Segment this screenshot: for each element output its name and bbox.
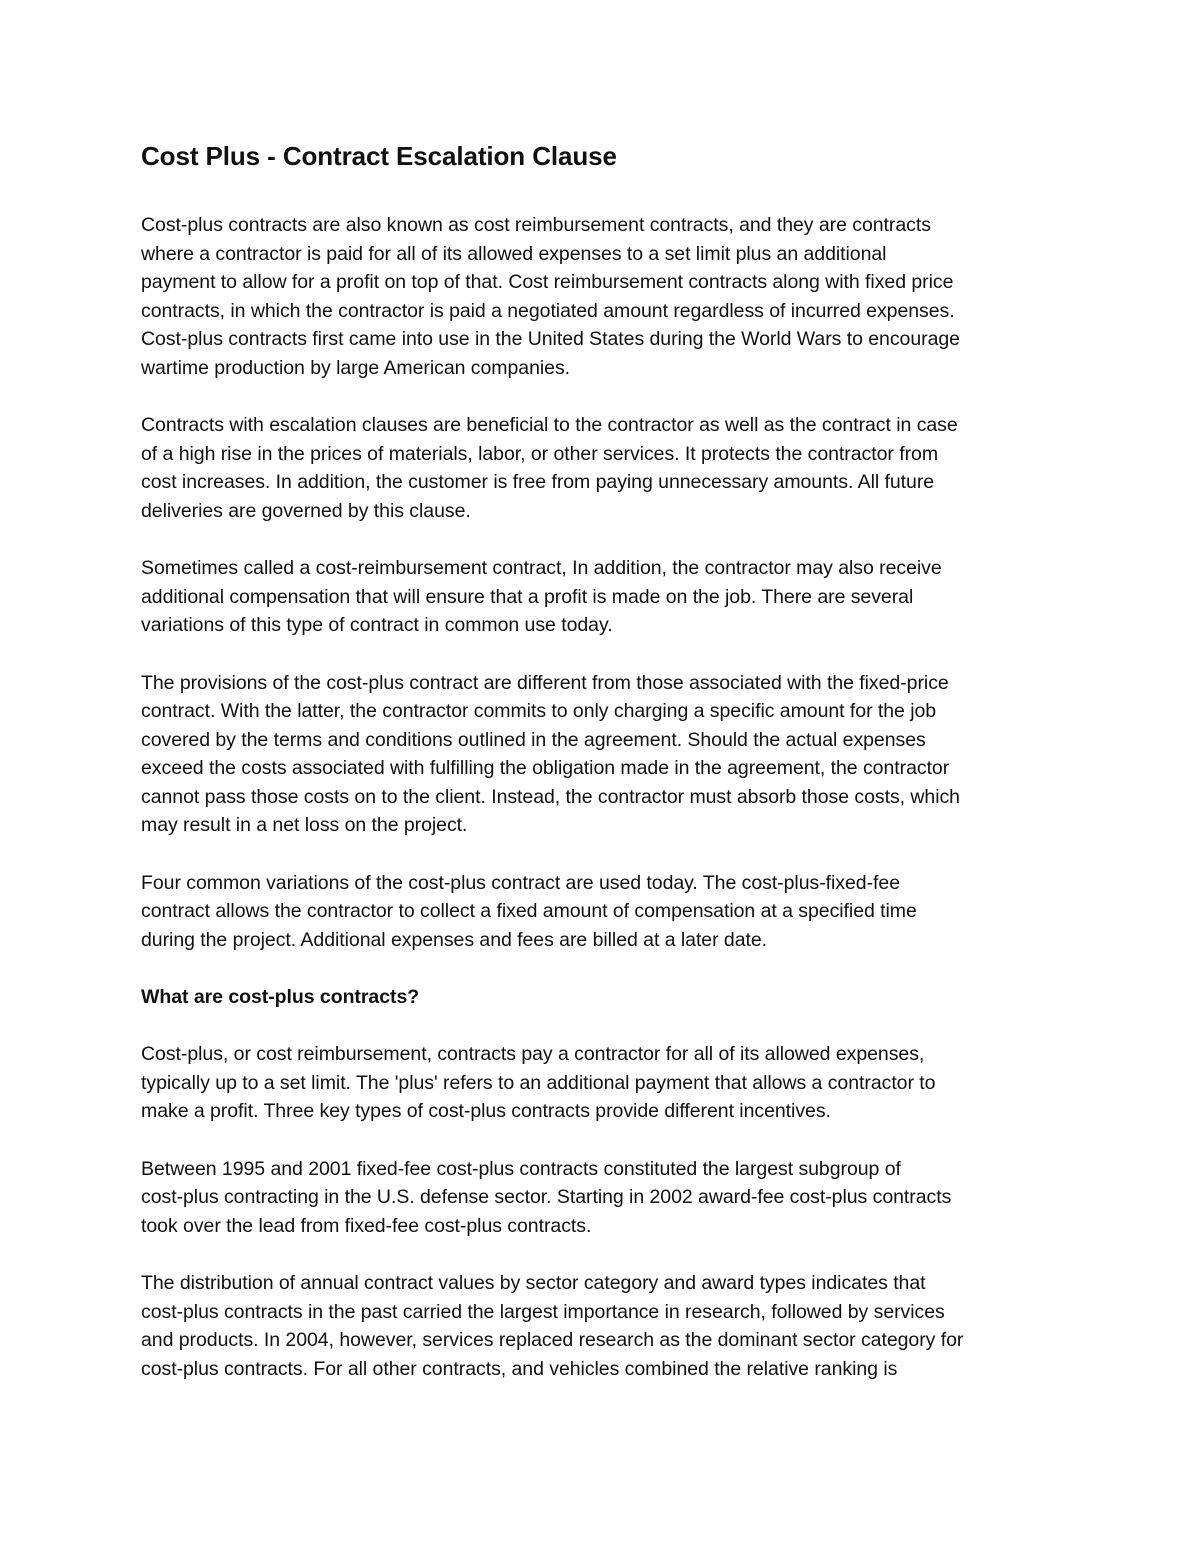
paragraph-line: cost-plus contracts in the past carried the largest importance in research, followed by services (141, 1300, 945, 1323)
paragraph-line: where a contractor is paid for all of its allowed expenses to a set limit plus an additional (141, 242, 887, 265)
paragraph-line: Sometimes called a cost-reimbursement contract, In addition, the contractor may also receive (141, 557, 942, 580)
paragraph-definition (141, 1040, 1061, 1126)
paragraph-line: cost-plus contracting in the U.S. defense sector. Starting in 2002 award-fee cost-plus contracts (141, 1186, 952, 1209)
paragraph-line: contract. With the latter, the contractor commits to only charging a specific amount for the job (141, 700, 937, 723)
paragraph-line: wartime production by large American companies. (141, 356, 571, 379)
paragraph-line: may result in a net loss on the project. (141, 814, 468, 837)
paragraph-cost-plus-intro (141, 211, 1061, 383)
paragraph-four-variations (141, 869, 1061, 955)
paragraph-line: cannot pass those costs on to the client. Instead, the contractor must absorb those costs, which (141, 785, 960, 808)
paragraph-line: during the project. Additional expenses and fees are billed at a later date. (141, 928, 768, 951)
paragraph-line: typically up to a set limit. The 'plus' refers to an additional payment that allows a contractor to (141, 1071, 936, 1094)
paragraph-line: Contracts with escalation clauses are beneficial to the contractor as well as the contract in case (141, 414, 958, 437)
paragraph-line: payment to allow for a profit on top of that. Cost reimbursement contracts along with fixed price (141, 271, 954, 294)
paragraph-line: Cost-plus contracts first came into use in the United States during the World Wars to encourage (141, 328, 960, 351)
paragraph-line: make a profit. Three key types of cost-plus contracts provide different incentives. (141, 1100, 831, 1123)
paragraph-line: of a high rise in the prices of materials, labor, or other services. It protects the contractor from (141, 442, 939, 465)
paragraph-line: Cost-plus contracts are also known as cost reimbursement contracts, and they are contracts (141, 214, 931, 236)
paragraph-cost-reimbursement (141, 554, 1061, 640)
paragraph-defense-sector (141, 1155, 1061, 1241)
paragraph-distribution (141, 1269, 1061, 1383)
paragraph-line: and products. In 2004, however, services replaced research as the dominant sector category for (141, 1329, 964, 1352)
paragraph-line: Four common variations of the cost-plus contract are used today. The cost-plus-fixed-fee (141, 871, 900, 894)
paragraph-provisions (141, 669, 1061, 841)
paragraph-line: cost-plus contracts. For all other contracts, and vehicles combined the relative ranking is (141, 1357, 898, 1380)
paragraph-line: deliveries are governed by this clause. (141, 499, 471, 522)
paragraph-line: contract allows the contractor to collect a fixed amount of compensation at a specified time (141, 900, 917, 923)
paragraph-escalation-clauses (141, 411, 1061, 525)
paragraph-line: cost increases. In addition, the customer is free from paying unnecessary amounts. All future (141, 471, 935, 494)
paragraph-line: The provisions of the cost-plus contract are different from those associated with the fixed-price (141, 671, 949, 694)
document-body (141, 138, 1061, 1412)
paragraph-line: additional compensation that will ensure that a profit is made on the job. There are several (141, 585, 914, 608)
paragraph-line: contracts, in which the contractor is paid a negotiated amount regardless of incurred expenses. (141, 299, 955, 322)
paragraph-line: took over the lead from fixed-fee cost-plus contracts. (141, 1214, 592, 1237)
paragraph-line: Between 1995 and 2001 fixed-fee cost-plus contracts constituted the largest subgroup of (141, 1157, 901, 1180)
paragraph-line: The distribution of annual contract values by sector category and award types indicates that (141, 1271, 926, 1294)
paragraph-line: variations of this type of contract in common use today. (141, 614, 613, 637)
paragraph-line: Cost-plus, or cost reimbursement, contracts pay a contractor for all of its allowed expenses, (141, 1043, 925, 1066)
paragraph-line: exceed the costs associated with fulfilling the obligation made in the agreement, the contractor (141, 757, 950, 780)
document-title: Cost Plus - Contract Escalation Clause (141, 141, 617, 171)
paragraph-line: covered by the terms and conditions outlined in the agreement. Should the actual expenses (141, 728, 926, 751)
section-subheading: What are cost-plus contracts? (141, 986, 420, 1009)
